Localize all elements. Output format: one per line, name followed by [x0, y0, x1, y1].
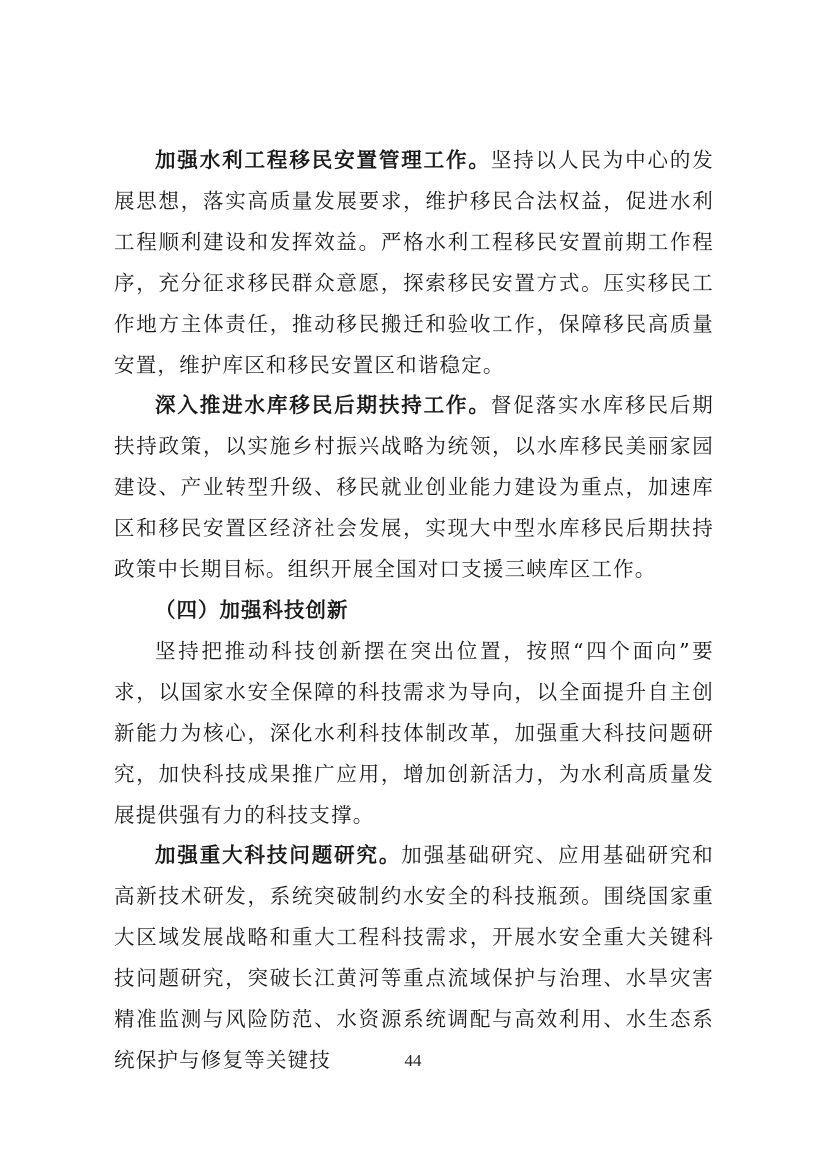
paragraph-lead-heading: 加强重大科技问题研究。 — [155, 843, 402, 868]
paragraph-text: 督促落实水库移民后期扶持政策，以实施乡村振兴战略为统领，以水库移民美丽家园建设、产业转型升级、移民就业创业能力建设为重点，加速库区和移民安置区经济社会发展，实现大中型水库移民后期扶持政策中长期目标。组织开展全国对口支援三峡库区工作。 — [114, 393, 714, 582]
paragraph-text: 坚持以人民为中心的发展思想，落实高质量发展要求，维护移民合法权益，促进水利工程顺利建设和发挥效益。严格水利工程移民安置前期工作程序，充分征求移民群众意愿，探索移民安置方式。压实移民工作地方主体责任，推动移民搬迁和验收工作，保障移民高质量安置，维护库区和移民安置区和谐稳定。 — [114, 148, 714, 377]
paragraph-text: 加强基础研究、应用基础研究和高新技术研发，系统突破制约水安全的科技瓶颈。围绕国家重大区域发展战略和重大工程科技需求，开展水安全重大关键科技问题研究，突破长江黄河等重点流域保护与治理、水旱灾害精准监测与风险防范、水资源系统调配与高效利用、水生态系统保护与修复等关键技 — [114, 843, 714, 1072]
page-number: 44 — [404, 1051, 422, 1070]
paragraph-text: 坚持把推动科技创新摆在突出位置，按照“四个面向”要求，以国家水安全保障的科技需求为导向，以全面提升自主创新能力为核心，深化水利科技体制改革，加强重大科技问题研究，加快科技成果推广应用，增加创新活力，为水利高质量发展提供强有力的科技支撑。 — [114, 638, 714, 827]
paragraph-lead-heading: 加强水利工程移民安置管理工作。 — [155, 148, 491, 172]
paragraph-resettlement-management — [114, 140, 714, 385]
paragraph-lead-heading: 深入推进水库移民后期扶持工作。 — [155, 393, 491, 418]
paragraph-major-research — [114, 835, 714, 1080]
section-heading: （四）加强科技创新 — [155, 597, 349, 622]
paragraph-reservoir-support — [114, 385, 714, 590]
paragraph-tech-innovation-intro — [114, 631, 714, 836]
document-body — [114, 140, 714, 1081]
